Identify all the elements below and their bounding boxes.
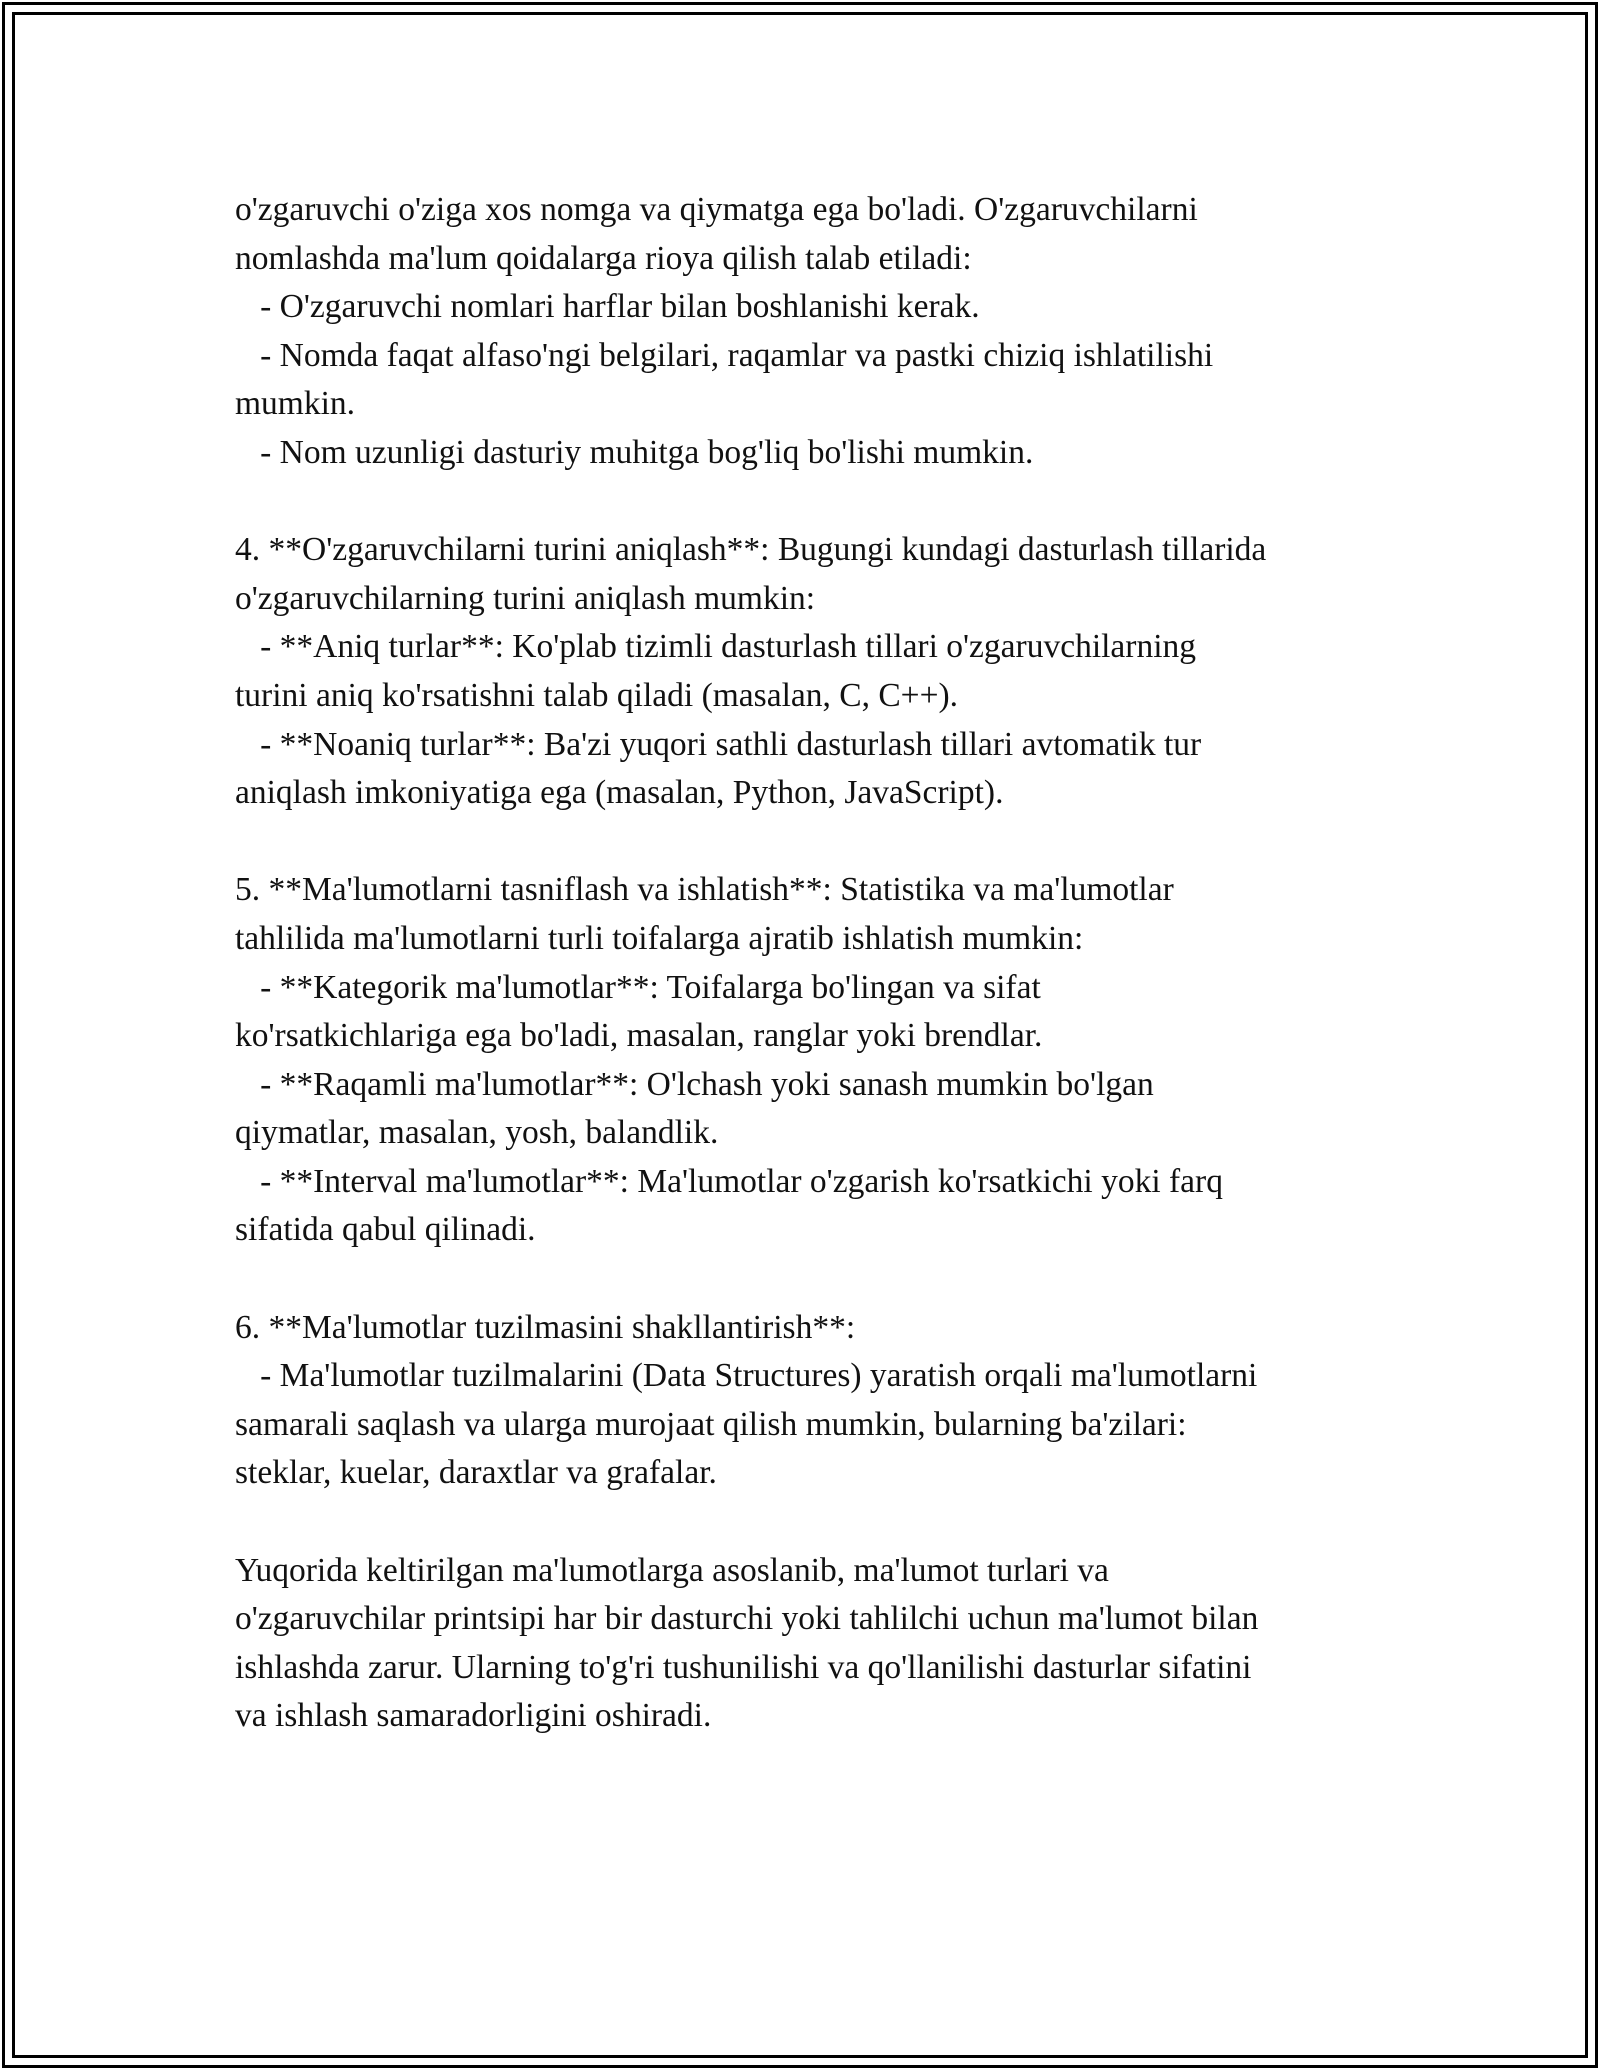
paragraph-spacer — [235, 818, 1415, 867]
text-line: o'zgaruvchilar printsipi har bir dasturchi yoki tahlilchi uchun ma'lumot bilan — [235, 1600, 1259, 1638]
text-line: - **Noaniq turlar**: Ba'zi yuqori sathli dasturlash tillari avtomatik tur — [235, 725, 1202, 763]
paragraph-item-6 — [235, 1304, 1415, 1498]
paragraph-conclusion — [235, 1547, 1415, 1741]
text-line: - Ma'lumotlar tuzilmalarini (Data Structures) yaratish orqali ma'lumotlarni — [235, 1357, 1258, 1395]
text-line: aniqlash imkoniyatiga ega (masalan, Python, JavaScript). — [235, 774, 1004, 812]
text-line: sifatida qabul qilinadi. — [235, 1211, 536, 1249]
text-line: steklar, kuelar, daraxtlar va grafalar. — [235, 1454, 717, 1492]
text-line: - **Interval ma'lumotlar**: Ma'lumotlar o'zgarish ko'rsatkichi yoki farq — [235, 1162, 1223, 1200]
text-line: - Nom uzunligi dasturiy muhitga bog'liq bo'lishi mumkin. — [235, 433, 1034, 471]
text-line: - **Raqamli ma'lumotlar**: O'lchash yoki sanash mumkin bo'lgan — [235, 1065, 1154, 1103]
text-line: o'zgaruvchi o'ziga xos nomga va qiymatga ega bo'ladi. O'zgaruvchilarni — [235, 191, 1198, 228]
text-line: 4. **O'zgaruvchilarni turini aniqlash**: Bugungi kundagi dasturlash tillarida — [235, 531, 1267, 569]
text-line: nomlashda ma'lum qoidalarga rioya qilish talab etiladi: — [235, 239, 972, 277]
text-line: - **Aniq turlar**: Ko'plab tizimli dasturlash tillari o'zgaruvchilarning — [235, 628, 1197, 666]
text-line: 5. **Ma'lumotlarni tasniflash va ishlatish**: Statistika va ma'lumotlar — [235, 871, 1174, 909]
text-line: ishlashda zarur. Ularning to'g'ri tushunilishi va qo'llanilishi dasturlar sifatini — [235, 1648, 1252, 1686]
paragraph-spacer — [235, 1498, 1415, 1547]
paragraph-item-5 — [235, 866, 1415, 1255]
text-line: va ishlash samaradorligini oshiradi. — [235, 1697, 712, 1735]
paragraph-spacer — [235, 1255, 1415, 1304]
text-line: - Nomda faqat alfaso'ngi belgilari, raqamlar va pastki chiziq ishlatilishi — [235, 336, 1214, 374]
paragraph-spacer — [235, 478, 1415, 527]
text-line: mumkin. — [235, 385, 356, 423]
paragraph-item-4 — [235, 526, 1415, 818]
text-line: o'zgaruvchilarning turini aniqlash mumkin: — [235, 579, 816, 617]
text-line: ko'rsatkichlariga ega bo'ladi, masalan, ranglar yoki brendlar. — [235, 1017, 1043, 1055]
text-line: - O'zgaruvchi nomlari harflar bilan boshlanishi kerak. — [235, 288, 980, 326]
text-line: qiymatlar, masalan, yosh, balandlik. — [235, 1114, 719, 1152]
text-line: tahlilida ma'lumotlarni turli toifalarga ajratib ishlatish mumkin: — [235, 919, 1084, 957]
paragraph-variable-naming-rules — [235, 186, 1415, 478]
text-line: 6. **Ma'lumotlar tuzilmasini shakllantirish**: — [235, 1308, 856, 1346]
text-line: samarali saqlash va ularga murojaat qilish mumkin, bularning ba'zilari: — [235, 1405, 1187, 1443]
text-line: Yuqorida keltirilgan ma'lumotlarga asoslanib, ma'lumot turlari va — [235, 1551, 1109, 1589]
document-body — [235, 186, 1415, 1741]
text-line: turini aniq ko'rsatishni talab qiladi (masalan, C, C++). — [235, 676, 958, 714]
text-line: - **Kategorik ma'lumotlar**: Toifalarga bo'lingan va sifat — [235, 968, 1041, 1006]
